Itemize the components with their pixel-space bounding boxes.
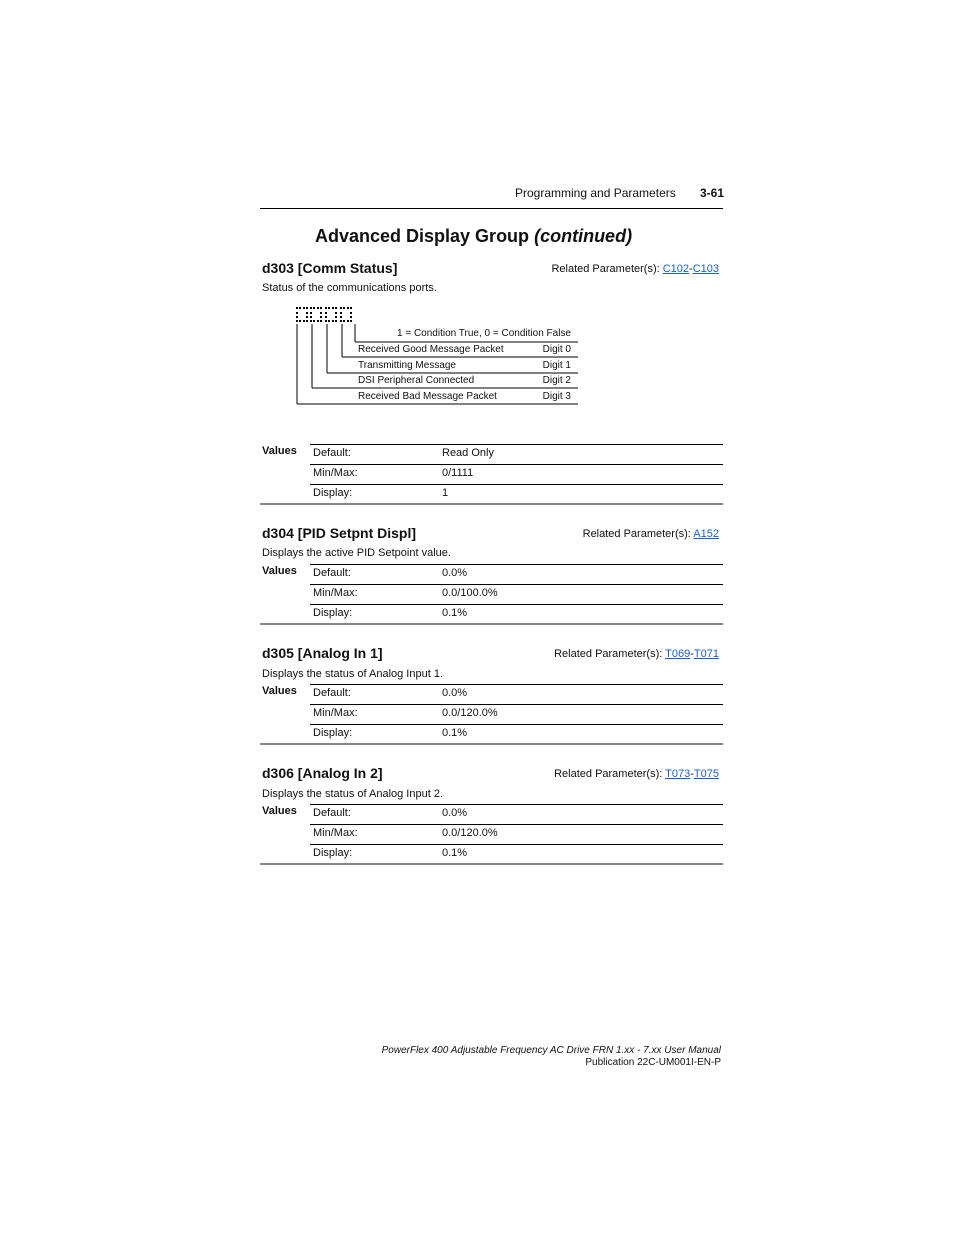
row-value: 0.0/120.0% (442, 707, 498, 719)
related-link-t071[interactable]: T071 (693, 648, 719, 660)
row-key: Display: (313, 727, 353, 739)
bit-digit-0: Digit 0 (542, 344, 571, 355)
related-params-d306 (554, 768, 719, 780)
related-label: Related Parameter(s): (554, 648, 663, 660)
param-title-d304: d304 [PID Setpnt Displ] (262, 525, 417, 541)
row-value: 0/1111 (442, 467, 474, 479)
table-row (310, 604, 723, 625)
values-label: Values (262, 565, 297, 577)
row-value: 0.0% (442, 567, 468, 579)
row-key: Display: (313, 487, 353, 499)
row-value: 0.0% (442, 687, 468, 699)
table-row (310, 704, 723, 725)
values-table-d305 (260, 684, 723, 747)
row-key: Default: (313, 447, 351, 459)
param-desc-d306: Displays the status of Analog Input 2. (262, 788, 444, 800)
bit-name-2: DSI Peripheral Connected (358, 375, 475, 386)
table-row (310, 844, 723, 865)
related-sep: - (690, 768, 694, 780)
values-label: Values (262, 805, 297, 817)
row-key: Min/Max: (313, 467, 358, 479)
row-key: Min/Max: (313, 827, 358, 839)
bit-name-0: Received Good Message Packet (358, 344, 504, 355)
param-desc-d305: Displays the status of Analog Input 1. (262, 668, 444, 680)
row-key: Default: (313, 567, 351, 579)
table-bottom-rule (260, 743, 723, 745)
table-row (310, 804, 723, 825)
related-link-c103[interactable]: C103 (692, 263, 719, 275)
bit-name-3: Received Bad Message Packet (358, 391, 497, 402)
bit-name-1: Transmitting Message (358, 360, 456, 371)
row-value: 0.0% (442, 807, 468, 819)
row-value: Read Only (442, 447, 494, 459)
related-label: Related Parameter(s): (551, 263, 660, 275)
values-table-d306 (260, 804, 723, 867)
table-row (310, 824, 723, 845)
bit-digit-3: Digit 3 (542, 391, 571, 402)
related-link-t075[interactable]: T075 (693, 768, 719, 780)
related-link-t069[interactable]: T069 (665, 648, 691, 660)
table-row (310, 584, 723, 605)
table-bottom-rule (260, 623, 723, 625)
row-key: Display: (313, 847, 353, 859)
related-link-t073[interactable]: T073 (665, 768, 691, 780)
bit-digit-1: Digit 1 (542, 360, 571, 371)
group-title (315, 226, 632, 247)
row-value: 1 (442, 487, 449, 499)
related-params-d303 (551, 263, 719, 275)
bit-digit-2: Digit 2 (542, 375, 571, 386)
row-value: 0.1% (442, 847, 468, 859)
row-value: 0.1% (442, 607, 468, 619)
related-link-a152[interactable]: A152 (693, 528, 719, 540)
row-value: 0.0/100.0% (442, 587, 498, 599)
related-label: Related Parameter(s): (582, 528, 691, 540)
page-number: 3-61 (700, 186, 725, 200)
row-key: Default: (313, 687, 351, 699)
table-row (310, 564, 723, 585)
header-rule (260, 208, 723, 209)
values-table-d304 (260, 564, 723, 627)
row-key: Min/Max: (313, 587, 358, 599)
related-link-c102[interactable]: C102 (662, 263, 690, 275)
running-header-section: Programming and Parameters (515, 186, 676, 200)
row-key: Min/Max: (313, 707, 358, 719)
values-label: Values (262, 445, 297, 457)
group-title-continued: (continued) (534, 226, 633, 246)
param-title-d303: d303 [Comm Status] (262, 260, 398, 276)
footer-manual-title: PowerFlex 400 Adjustable Frequency AC Drive FRN 1.xx - 7.xx User Manual (381, 1045, 721, 1056)
group-title-text: Advanced Display Group (315, 226, 530, 246)
bit-legend: 1 = Condition True, 0 = Condition False (397, 328, 571, 339)
param-desc-d303: Status of the communications ports. (262, 282, 437, 294)
related-params-d305 (554, 648, 719, 660)
table-row (310, 484, 723, 505)
row-value: 0.1% (442, 727, 468, 739)
param-title-d305: d305 [Analog In 1] (262, 645, 383, 661)
param-desc-d304: Displays the active PID Setpoint value. (262, 547, 451, 559)
table-row (310, 684, 723, 705)
related-sep: - (689, 263, 693, 275)
param-title-d306: d306 [Analog In 2] (262, 765, 383, 781)
row-key: Default: (313, 807, 351, 819)
related-sep: - (690, 648, 694, 660)
table-bottom-rule (260, 503, 723, 505)
footer-publication: Publication 22C-UM001I-EN-P (585, 1057, 721, 1068)
bit-diagram (296, 307, 586, 407)
related-label: Related Parameter(s): (554, 768, 663, 780)
table-row (310, 724, 723, 745)
table-row (310, 444, 723, 465)
row-key: Display: (313, 607, 353, 619)
row-value: 0.0/120.0% (442, 827, 498, 839)
values-label: Values (262, 685, 297, 697)
table-bottom-rule (260, 863, 723, 865)
related-params-d304 (583, 528, 719, 540)
table-row (310, 464, 723, 485)
values-table-d303 (260, 444, 723, 507)
